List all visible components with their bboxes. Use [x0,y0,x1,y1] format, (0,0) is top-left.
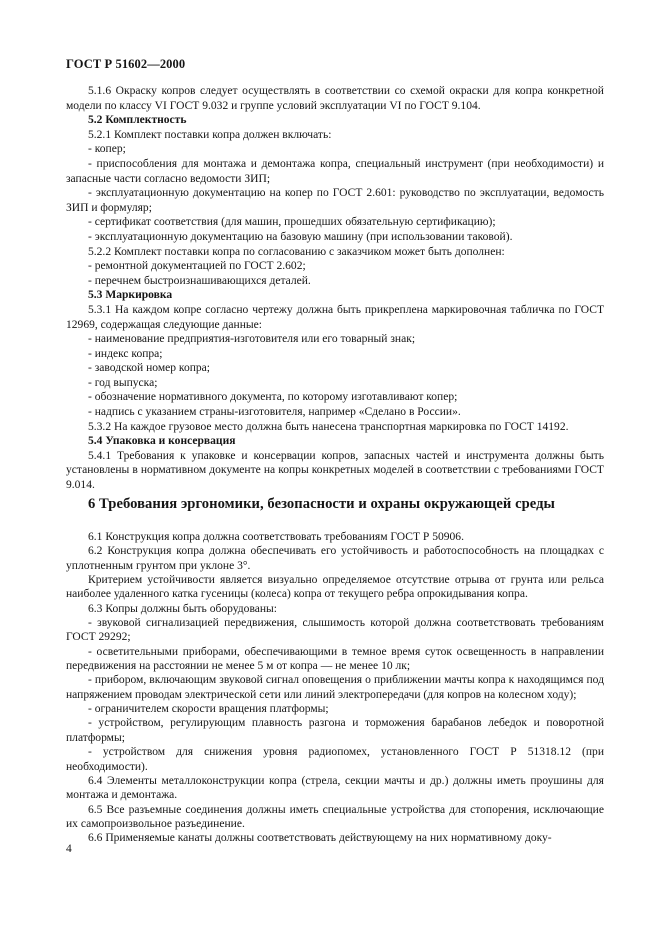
subheading-5-2: 5.2 Комплектность [88,114,187,127]
paragraph-5-1-6: 5.1.6 Окраску копров следует осуществлять в соответствии со схемой окраски для копра конкретной модели по классу VI ГОСТ 9.032 и группе условий эксплуатации VI по ГОСТ 9.104. [66,85,604,112]
list-item: - наименование предприятия-изготовителя или его товарный знак; [88,333,416,346]
subheading-5-4: 5.4 Упаковка и консервация [88,435,236,448]
list-item: - эксплуатационную документацию на копер по ГОСТ 2.601: руководство по эксплуатации, ведомость ЗИП и формуляр; [66,187,604,214]
page-number: 4 [66,843,72,855]
paragraph-6-1: 6.1 Конструкция копра должна соответствовать требованиям ГОСТ Р 50906. [88,531,464,543]
list-item: - устройством для снижения уровня радиопомех, установленного ГОСТ Р 51318.12 (при необходимости). [66,746,604,773]
subheading-5-3: 5.3 Маркировка [88,289,173,302]
list-item: - устройством, регулирующим плавность разгона и торможения барабанов лебедок и поворотной платформы; [66,717,604,744]
list-item: - приспособления для монтажа и демонтажа копра, специальный инструмент (при необходимости) и запасные части согласно ведомости ЗИП; [66,157,604,185]
list-item: - ограничителем скорости вращения платформы; [88,703,329,716]
list-item: - сертификат соответствия (для машин, прошедших обязательную сертификацию); [88,216,496,229]
list-item: - осветительными приборами, обеспечивающими в темное время суток освещенность в направлении передвижения на расстоянии не менее 5 м от копра — не менее 10 лк; [66,645,604,673]
paragraph-6-4: 6.4 Элементы металлоконструкции копра (стрела, секции мачты и др.) должны иметь проушины для монтажа и демонтажа. [66,774,604,802]
list-item: - перечнем быстроизнашивающихся деталей. [88,274,311,287]
list-item: - год выпуска; [88,376,158,389]
list-item: - прибором, включающим звуковой сигнал оповещения о приближении мачты копра к находящимся под напряжением проводам электрической сети или линий электропередачи (для копров на колесном ходу); [66,674,604,701]
paragraph-6-6: 6.6 Применяемые канаты должны соответствовать действующему на них нормативному доку- [88,832,552,845]
section-6-body [66,530,604,846]
paragraph-6-2: 6.2 Конструкция копра должна обеспечивать его устойчивость и работоспособность на площадках с уплотненным грунтом при уклоне 3°. [66,545,604,572]
paragraph-5-2-2: 5.2.2 Комплект поставки копра по согласованию с заказчиком может быть дополнен: [88,245,505,258]
paragraph-5-3-2: 5.3.2 На каждое грузовое место должна быть нанесена транспортная маркировка по ГОСТ 14192. [88,420,569,433]
list-item: - заводской номер копра; [88,362,211,375]
section-5-body [66,84,604,493]
paragraph-6-2-criterion: Критерием устойчивости является визуально определяемое отсутствие отрыва от грунта или рельса наиболее удаленного катка гусеницы (колеса) копра от текущего ребра опрокидывания копра. [66,574,604,601]
paragraph-5-3-1: 5.3.1 На каждом копре согласно чертежу должна быть прикреплена маркировочная табличка по ГОСТ 12969, содержащая следующие данные: [66,303,604,331]
list-item: - индекс копра; [88,347,163,360]
list-item: - звуковой сигнализацией передвижения, слышимость которой должна соответствовать требованиям ГОСТ 29292; [66,617,604,644]
list-item: - ремонтной документацией по ГОСТ 2.602; [88,260,306,273]
paragraph-5-2-1: 5.2.1 Комплект поставки копра должен включать: [88,128,332,141]
list-item: - копер; [88,143,126,156]
paragraph-6-3: 6.3 Копры должны быть оборудованы: [88,602,278,615]
section-6-title: 6 Требования эргономики, безопасности и охраны окружающей среды [88,496,555,512]
page-header-doc-code: ГОСТ Р 51602—2000 [66,57,186,71]
paragraph-5-4-1: 5.4.1 Требования к упаковке и консервации копров, запасных частей и инструмента должны быть установлены в нормативном документе на копры конкретных моделей в соответствии с требованиями ГОСТ 9.014. [66,449,604,492]
list-item: - обозначение нормативного документа, по которому изготавливают копер; [88,391,458,404]
list-item: - эксплуатационную документацию на базовую машину (при использовании таковой). [88,230,513,243]
list-item: - надпись с указанием страны-изготовителя, например «Сделано в России». [88,406,461,419]
paragraph-6-5: 6.5 Все разъемные соединения должны иметь специальные устройства для стопорения, исключающие их самопроизвольное разъединение. [66,803,604,830]
